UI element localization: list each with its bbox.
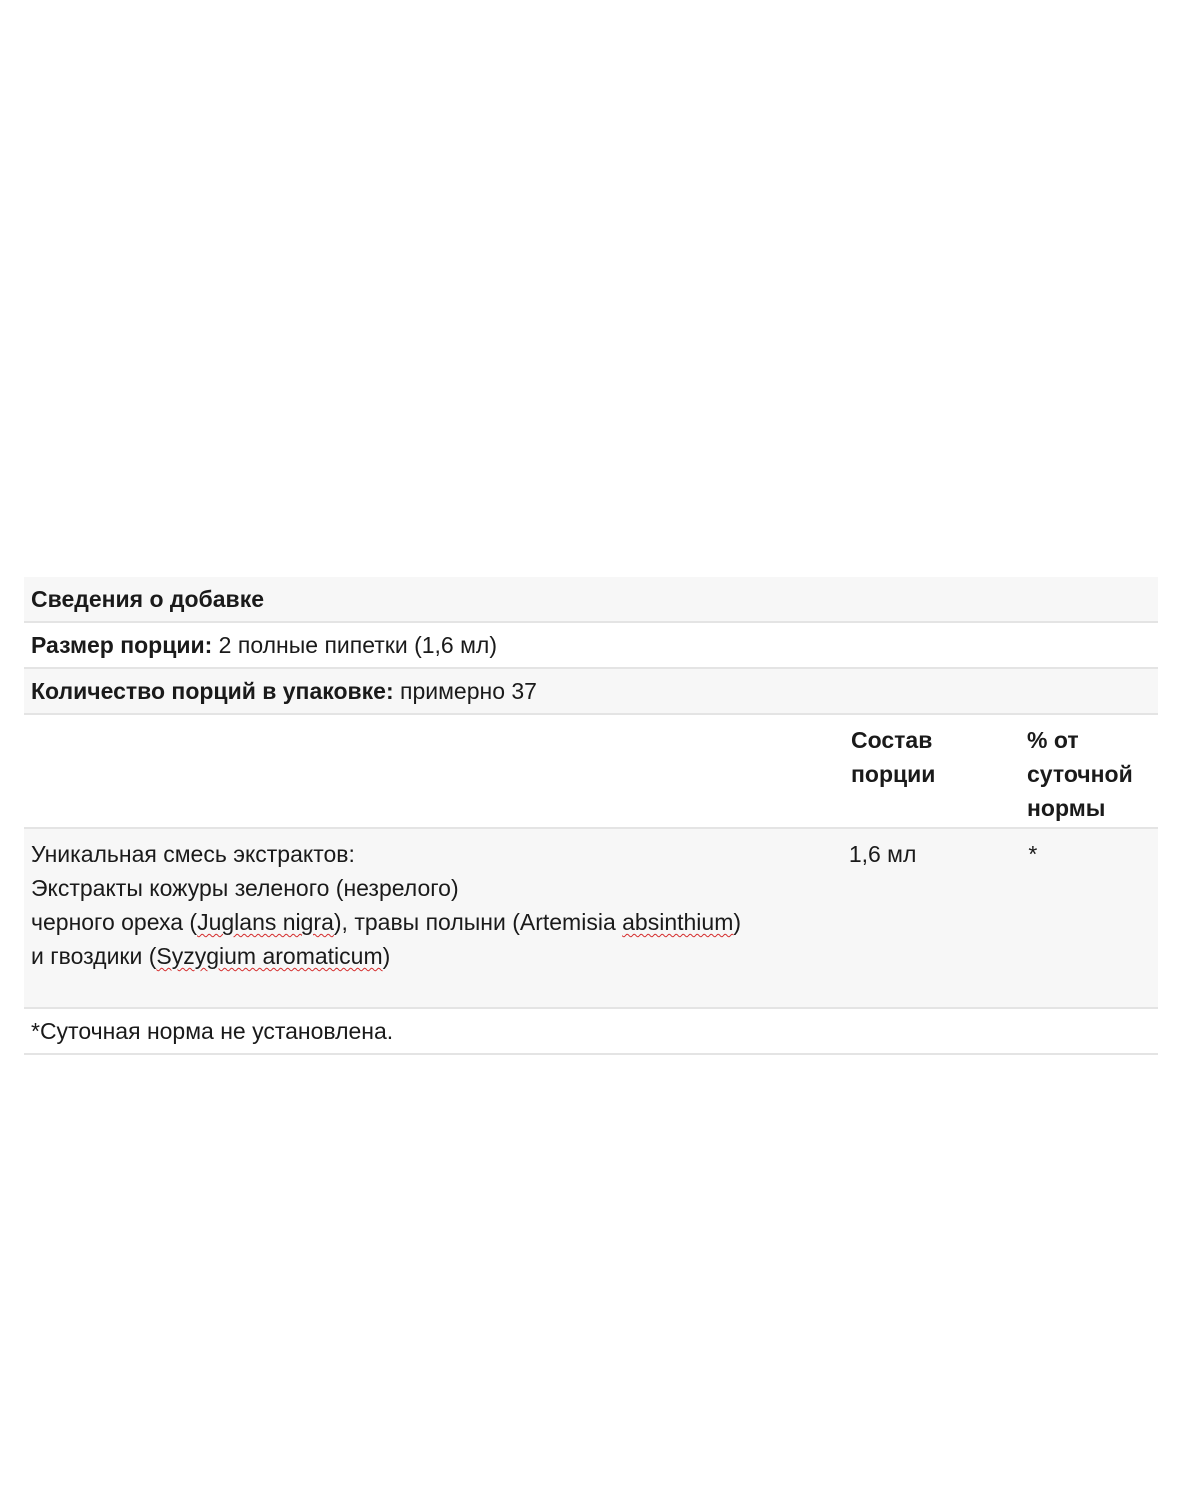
ingredient-line: Уникальная смесь экстрактов: xyxy=(31,841,355,867)
ingredient-line: Экстракты кожуры зеленого (незрелого) xyxy=(31,875,459,901)
text-segment: ), травы полыни (Artemisia xyxy=(333,909,623,935)
ingredient-daily-value: * xyxy=(1028,841,1038,867)
daily-value-column-header xyxy=(1027,723,1157,825)
footnote: *Суточная норма не установлена. xyxy=(31,1018,394,1044)
servings-per-container-label: Количество порций в упаковке: xyxy=(31,678,394,704)
daily-value-header-line: суточной xyxy=(1027,761,1133,787)
text-segment: ) xyxy=(382,943,391,969)
amount-column-header xyxy=(851,723,1027,791)
latin-name: absinthium xyxy=(622,909,734,935)
ingredient-line xyxy=(31,939,849,973)
text-segment: ) xyxy=(733,909,742,935)
supplement-facts-table xyxy=(24,577,1158,1055)
amount-header-line: порции xyxy=(851,761,936,787)
serving-size-row xyxy=(24,623,1158,669)
daily-value-header-line: % от xyxy=(1027,727,1079,753)
ingredient-amount: 1,6 мл xyxy=(848,841,917,867)
amount-header-line: Состав xyxy=(851,727,933,753)
servings-per-container-row xyxy=(24,669,1158,715)
text-segment: черного ореха ( xyxy=(31,909,198,935)
serving-size-label: Размер порции: xyxy=(31,632,213,658)
daily-value-header-line: нормы xyxy=(1027,795,1106,821)
facts-title-row xyxy=(24,577,1158,623)
ingredient-description xyxy=(31,837,849,973)
facts-title: Сведения о добавке xyxy=(31,586,264,612)
footnote-row xyxy=(24,1009,1158,1055)
latin-name: Syzygium aromaticum xyxy=(156,943,383,969)
latin-name: Juglans nigra xyxy=(197,909,334,935)
serving-size-value: 2 полные пипетки (1,6 мл) xyxy=(212,632,497,658)
column-header-row xyxy=(24,715,1158,829)
servings-per-container-value: примерно 37 xyxy=(393,678,537,704)
text-segment: и гвоздики ( xyxy=(31,943,157,969)
ingredient-row xyxy=(24,829,1158,1009)
ingredient-line xyxy=(31,905,849,939)
